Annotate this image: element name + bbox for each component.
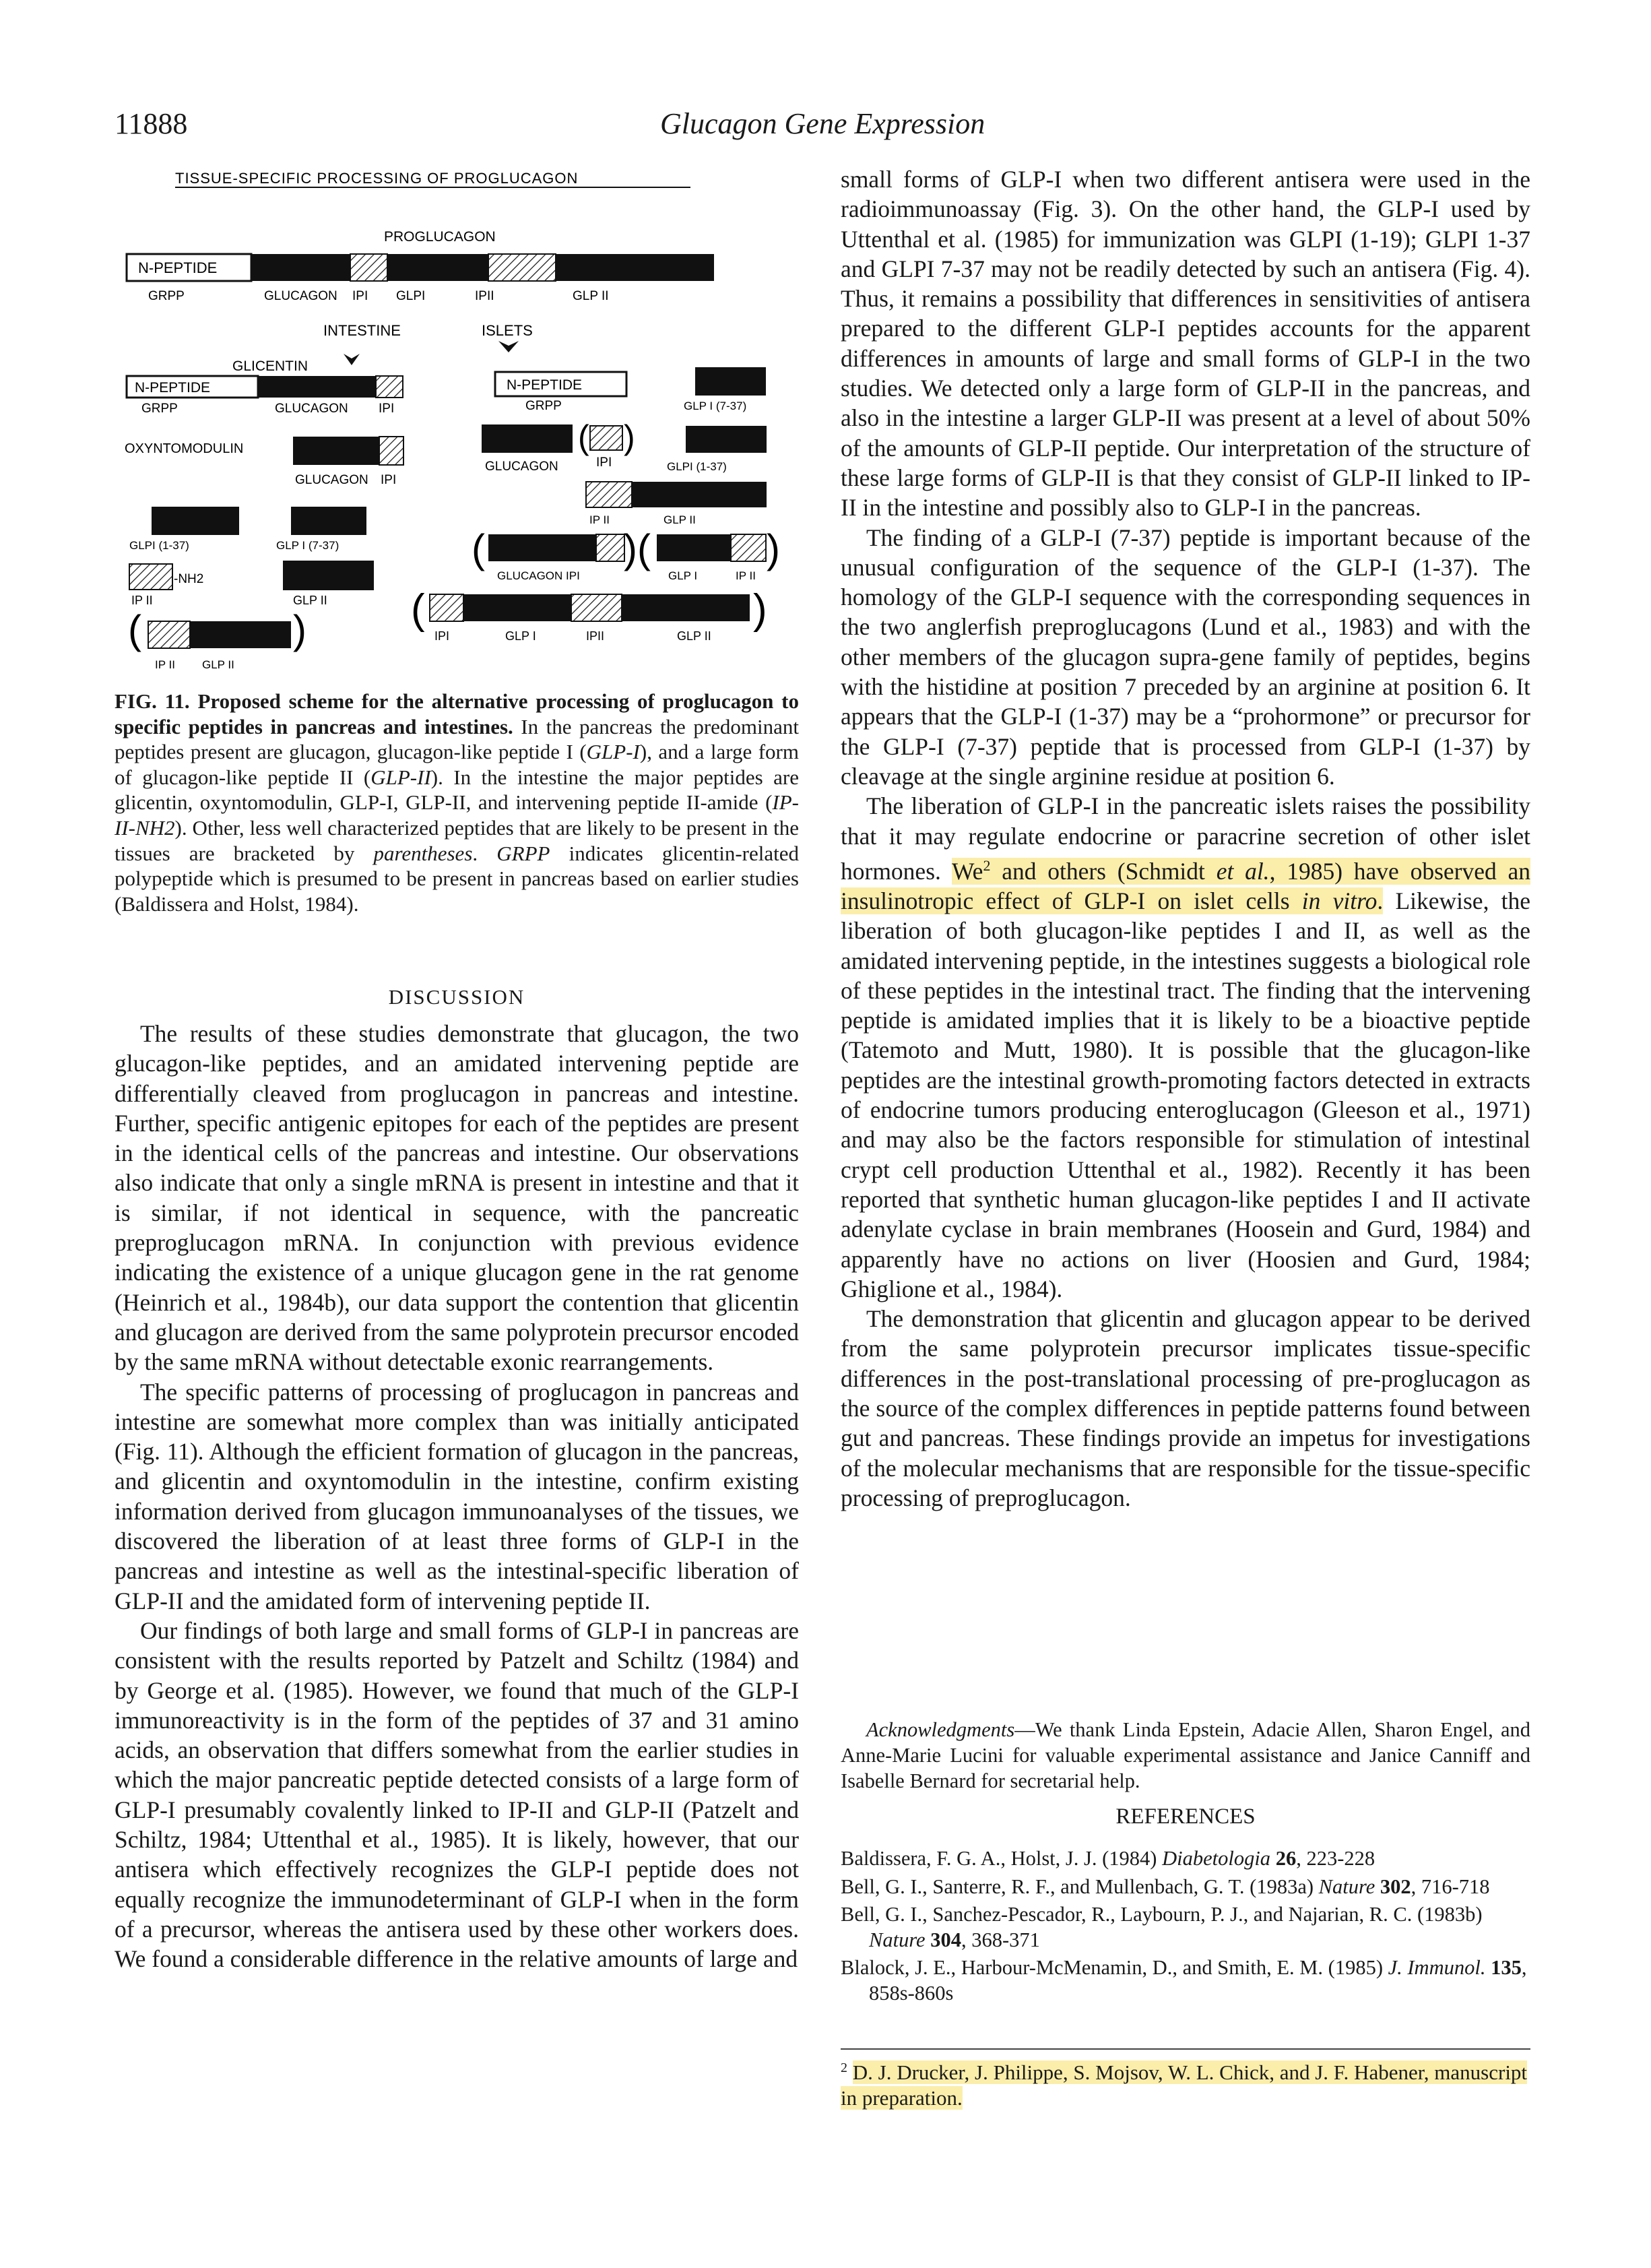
discussion-heading: DISCUSSION xyxy=(388,985,525,1009)
label-glucagon: GLUCAGON xyxy=(264,289,337,303)
intestine-glp1-long-label: GLPI (1-37) xyxy=(129,539,189,552)
figure-caption xyxy=(115,689,799,916)
glicentin-label: GLICENTIN xyxy=(232,358,309,374)
caption-parentheses: parentheses xyxy=(373,841,473,865)
islets-glucagon-label: GLUCAGON xyxy=(485,460,558,474)
reference-item xyxy=(841,1875,1530,1900)
references-heading: REFERENCES xyxy=(1115,1804,1256,1829)
highlight-et-al: et al. xyxy=(1216,857,1270,885)
highlight-period: . xyxy=(1377,887,1384,914)
glicentin-grpp: GRPP xyxy=(141,402,178,416)
svg-text:): ) xyxy=(753,586,767,633)
reference-pages: , 716-718 xyxy=(1411,1875,1490,1898)
highlight-we: We xyxy=(952,857,983,885)
acknowledgments-text: —We thank Linda Epstein, Adacie Allen, Sharon Engel, and Anne-Marie Lucini for valuable experimental assistance and Janice Canniff and Isabelle Bernard for secretarial help. xyxy=(841,1718,1530,1792)
svg-text:): ) xyxy=(624,418,635,456)
caption-bold-title: Proposed scheme for the alternative processing of proglucagon to specific peptides in pancreas and intestines. xyxy=(115,689,799,738)
svg-text:): ) xyxy=(293,607,306,652)
references-list xyxy=(841,1846,1530,2009)
islets-bracketed-large-forms xyxy=(472,526,780,571)
discussion-glp1-7-37: The finding of a GLP-I (7-37) peptide is important because of the unusual configuration of the sequence of the GLP-I (1-37). The homology of the GLP-I sequence with the corresponding sequences in the two anglerfish preproglucagons (Lund et al., 1983) and with the other members of the glucagon supra-gene family of peptides, begins with the histidine at position 7 preceded by an arginine at position 6. It appears that the GLP-I (1-37) may be a “prohormone” or precursor for the GLP-I (7-37) peptide that is processed from GLP-I (1-37) by cleavage at the single arginine residue at position 6. xyxy=(841,524,1530,790)
reference-volume: 26 xyxy=(1270,1847,1297,1870)
reference-volume: 304 xyxy=(925,1928,961,1951)
oxyntomodulin-glucagon: GLUCAGON xyxy=(295,473,368,487)
reference-authors: Bell, G. I., Santerre, R. F., and Mullenbach, G. T. (1983a) xyxy=(841,1875,1319,1898)
reference-authors: Baldissera, F. G. A., Holst, J. J. (1984) xyxy=(841,1847,1163,1870)
footnote-marker: 2 xyxy=(841,2060,847,2075)
discussion-left-column xyxy=(115,1019,799,1974)
svg-text:(: ( xyxy=(472,526,485,571)
svg-text:(: ( xyxy=(411,586,425,633)
highlight-in-vitro: in vitro xyxy=(1301,887,1378,914)
islets-glp1-short-bar xyxy=(695,367,766,396)
intestine-bracket-glp2: GLP II xyxy=(202,658,234,671)
discussion-right-column xyxy=(841,164,1530,1513)
label-grpp: GRPP xyxy=(148,289,185,303)
svg-text:)(: )( xyxy=(624,526,651,571)
caption-text-4: ). Other, less well characterized peptides that are likely to be present in the tissues are bracketed by xyxy=(115,815,799,865)
islets-bracket-a-label: GLUCAGON IPI xyxy=(497,569,580,582)
intestine-bracket-ip2: IP II xyxy=(155,658,175,671)
reference-journal: Nature xyxy=(869,1928,926,1951)
svg-text:): ) xyxy=(767,526,780,571)
reference-authors: Blalock, J. E., Harbour-McMenamin, D., and Smith, E. M. (1985) xyxy=(841,1956,1388,1979)
proglucagon-n-peptide: N-PEPTIDE xyxy=(138,259,218,276)
caption-text-2: ), and a large form of glucagon-like peptide II ( xyxy=(115,740,799,789)
islets-glp1-long-bar xyxy=(686,426,767,453)
glicentin-n-peptide: N-PEPTIDE xyxy=(135,380,211,396)
islets-ipi-bracketed xyxy=(578,418,635,456)
proglucagon-label: PROGLUCAGON xyxy=(384,229,496,245)
islets-glucagon-bar xyxy=(482,424,573,453)
figure-label: FIG. 11. xyxy=(115,689,190,713)
intestine-glp2-bar xyxy=(283,561,374,590)
islets-bracketed-full-chain xyxy=(411,586,767,633)
islets-grpp: GRPP xyxy=(525,399,562,413)
intestine-glp1-short-label: GLP I (7-37) xyxy=(276,539,339,552)
reference-pages: , 223-228 xyxy=(1296,1847,1375,1870)
caption-abbr-glp2: GLP-II xyxy=(370,765,431,789)
highlight-text-3: , 1985) have observed an insulinotropic effect of GLP-I on islet cells xyxy=(841,857,1530,914)
reference-item xyxy=(841,1846,1530,1872)
intestine-bracketed-peptide xyxy=(128,607,306,652)
islets-ip2-label: IP II xyxy=(589,513,610,526)
highlight-text-2: and others (Schmidt xyxy=(990,857,1217,885)
label-ipi: IPI xyxy=(352,289,368,303)
footnote-ref-2: 2 xyxy=(983,856,991,874)
glicentin-glucagon: GLUCAGON xyxy=(275,402,348,416)
svg-text:(: ( xyxy=(128,607,141,652)
intestine-glp1-long-bar xyxy=(152,507,239,535)
islets-ipi-label: IPI xyxy=(596,455,612,470)
discussion-continued: small forms of GLP-I when two different antisera were used in the radioimmunoassay (Fig. 3). On the other hand, the GLP-I used by Uttenthal et al. (1985) for immunization was GLPI (1-19); GLPI 1-37 and GLPI 7-37 may not be readily detected by such an antisera (Fig. 4). Thus, it remains a possibility that differences in sensitivities of antisera prepared to the different GLP-I peptides accounts for the apparent differences in amounts of large and small forms of GLP-I in the two studies. We detected only a large form of GLP-II in the pancreas, and also in the intestine a larger GLP-II was present at a level of about 50% of the amounts of GLP-II peptide. Our interpretation of the structure of these large forms of GLP-II is that they consist of GLP-II linked to IP-II in the intestine and possibly also to GLP-I in the pancreas. xyxy=(841,166,1530,522)
intestine-label: INTESTINE xyxy=(323,322,401,339)
glicentin-ipi: IPI xyxy=(379,402,395,416)
acknowledgments-label: Acknowledgments xyxy=(866,1718,1015,1741)
islets-bottom-glp2: GLP II xyxy=(677,629,711,643)
reference-item xyxy=(841,1902,1530,1953)
footnote-rule xyxy=(841,2048,1530,2050)
acknowledgments xyxy=(841,1717,1530,1794)
islets-glp1-long-label: GLPI (1-37) xyxy=(667,460,727,473)
islets-glp2-label: GLP II xyxy=(663,513,696,526)
islet-text-b: Likewise, the liberation of both glucagon-like peptides I and II, as well as the amidated intervening peptide, in the intestines suggests a biological role of these peptides in the intestinal tract. The finding that the intervening peptide is amidated implies that it is likely to be a bioactive peptide (Tatemoto and Mutt, 1980). It is possible that the glucagon-like peptides are the intestinal growth-promoting factors detected in extracts of endocrine tumors producing enteroglucagon (Gleeson et al., 1971) and may also be the factors responsible for stimulation of intestinal crypt cell production Uttenthal et al., 1982). Recently it has been reported that synthetic human glucagon-like peptides I and II activate adenylate cyclase in brain membranes (Hoosein and Gurd, 1984) and apparently have no actions on liver (Hoosien and Gurd, 1984; Ghiglione et al., 1984). xyxy=(841,887,1531,1302)
caption-text-3: ). In the intestine the major peptides are glicentin, oxyntomodulin, GLP-I, GLP-II, and intervening peptide II-amide ( xyxy=(115,765,799,815)
islet-text-a: The liberation of GLP-I in the pancreatic islets raises the possibility that it may regulate endocrine or paracrine secretion of other islet hormones. xyxy=(841,792,1530,885)
reference-journal: J. Immunol. xyxy=(1388,1956,1486,1979)
label-glpii: GLP II xyxy=(573,289,609,303)
caption-text-6: indicates glicentin-related polypeptide which is presumed to be present in pancreas based on earlier studies (Baldissera and Holst, 1984). xyxy=(115,841,799,916)
running-title: Glucagon Gene Expression xyxy=(660,107,985,140)
svg-text:(: ( xyxy=(578,418,589,456)
intestine-arrow xyxy=(344,354,360,365)
footnote xyxy=(841,2055,1530,2111)
islets-glp1-short-label: GLP I (7-37) xyxy=(684,400,747,412)
islets-bottom-ipi: IPI xyxy=(434,629,450,643)
figure-title: TISSUE-SPECIFIC PROCESSING OF PROGLUCAGON xyxy=(175,170,579,187)
reference-journal: Diabetologia xyxy=(1162,1847,1271,1870)
footnote-text: D. J. Drucker, J. Philippe, S. Mojsov, W. L. Chick, and J. F. Habener, manuscript in preparation. xyxy=(841,2060,1528,2110)
intestine-ip2-nh2-bar xyxy=(129,564,172,590)
reference-journal: Nature xyxy=(1318,1875,1375,1898)
islets-n-peptide: N-PEPTIDE xyxy=(507,377,583,393)
caption-abbr-grpp: GRPP xyxy=(496,841,550,865)
islets-bracket-b-label: GLP I xyxy=(668,569,698,582)
reference-volume: 302 xyxy=(1375,1875,1411,1898)
islets-bottom-ip2: IPII xyxy=(586,629,605,643)
oxyntomodulin-label: OXYNTOMODULIN xyxy=(125,441,244,456)
reference-authors: Bell, G. I., Sanchez-Pescador, R., Laybourn, P. J., and Najarian, R. C. (1983b) xyxy=(841,1903,1483,1926)
islets-bottom-glp1: GLP I xyxy=(505,629,536,643)
reference-pages: , 858s-860s xyxy=(869,1956,1527,2005)
reference-item xyxy=(841,1955,1530,2006)
discussion-paragraph-3: Our findings of both large and small forms of GLP-I in pancreas are consistent with the results reported by Patzelt and Schiltz (1984) and by George et al. (1985). However, we found that much of the GLP-I immunoreactivity is in the form of the peptides of 37 and 31 amino acids, an observation that differs somewhat from the earlier studies in which the major pancreatic peptide detected consists of a large form of GLP-I presumably covalently linked to IP-II and GLP-II (Patzelt and Schiltz, 1984; Uttenthal et al., 1985). It is likely, however, that our antisera which effectively recognizes the GLP-I peptide does not equally recognize the immunodeterminant of GLP-I when in the form of a precursor, whereas the antisera used by these other workers does. We found a considerable difference in the relative amounts of large and xyxy=(115,1616,799,1973)
islets-bracket-c-label: IP II xyxy=(736,569,756,582)
caption-text-1: In the pancreas the predominant peptides present are glucagon, glucagon-like peptide I ( xyxy=(115,714,800,764)
islets-ip2-glp2-bar xyxy=(586,482,767,507)
intestine-nh2-label: -NH2 xyxy=(174,572,204,586)
islets-label: ISLETS xyxy=(482,322,533,339)
oxyntomodulin-bar xyxy=(293,437,403,465)
islets-arrow xyxy=(498,341,519,352)
label-glpi: GLPI xyxy=(396,289,426,303)
discussion-islet-liberation xyxy=(841,791,1530,1304)
intestine-glp1-short-bar xyxy=(291,507,366,535)
processing-scheme-diagram xyxy=(115,162,799,687)
caption-abbr-glp1: GLP-I xyxy=(586,740,640,764)
discussion-paragraph-2: The specific patterns of processing of proglucagon in pancreas and intestine are somewhat more complex than was initially anticipated (Fig. 11). Although the efficient formation of glucagon in the pancreas, and glicentin and oxyntomodulin in the intestine, confirm existing information derived from glucagon immunoanalyses of the tissues, we discovered the liberation of at least three forms of GLP-I in the pancreas and intestine as well as the intestinal-specific liberation of GLP-II and the amidated form of intervening peptide II. xyxy=(115,1378,799,1614)
label-ipii: IPII xyxy=(475,289,494,303)
caption-text-5: . xyxy=(472,841,497,865)
intestine-glp2-label: GLP II xyxy=(293,594,327,607)
reference-volume: 135 xyxy=(1485,1956,1522,1979)
oxyntomodulin-ipi: IPI xyxy=(381,473,397,487)
intestine-ip2-label: IP II xyxy=(131,594,153,607)
discussion-paragraph-1: The results of these studies demonstrate that glucagon, the two glucagon-like peptides, and an amidated intervening peptide are differentially cleaved from proglucagon in pancreas and intestine. Further, specific antigenic epitopes for each of the peptides are present in the identical cells of the pancreas and intestine. Our observations also indicate that only a single mRNA is present in intestine and that it is similar, if not identical in sequence, with the pancreatic preproglucagon mRNA. In conjunction with previous evidence indicating the existence of a unique glucagon gene in the rat genome (Heinrich et al., 1984b), our data support the contention that glicentin and glucagon are derived from the same polyprotein precursor encoded by the same mRNA without detectable exonic rearrangements. xyxy=(115,1020,799,1376)
discussion-conclusion: The demonstration that glicentin and glucagon appear to be derived from the same polyprotein precursor implicates tissue-specific differences in the post-translational processing of pre-proglucagon as the source of the complex differences in peptide patterns found between gut and pancreas. These findings provide an impetus for investigations of the molecular mechanisms that are responsible for the tissue-specific processing of preproglucagon. xyxy=(841,1305,1530,1511)
reference-pages: , 368-371 xyxy=(961,1928,1040,1951)
caption-abbr-ip2: IP-II-NH2 xyxy=(115,790,799,840)
figure-11 xyxy=(115,162,799,687)
page-number: 11888 xyxy=(115,107,188,140)
